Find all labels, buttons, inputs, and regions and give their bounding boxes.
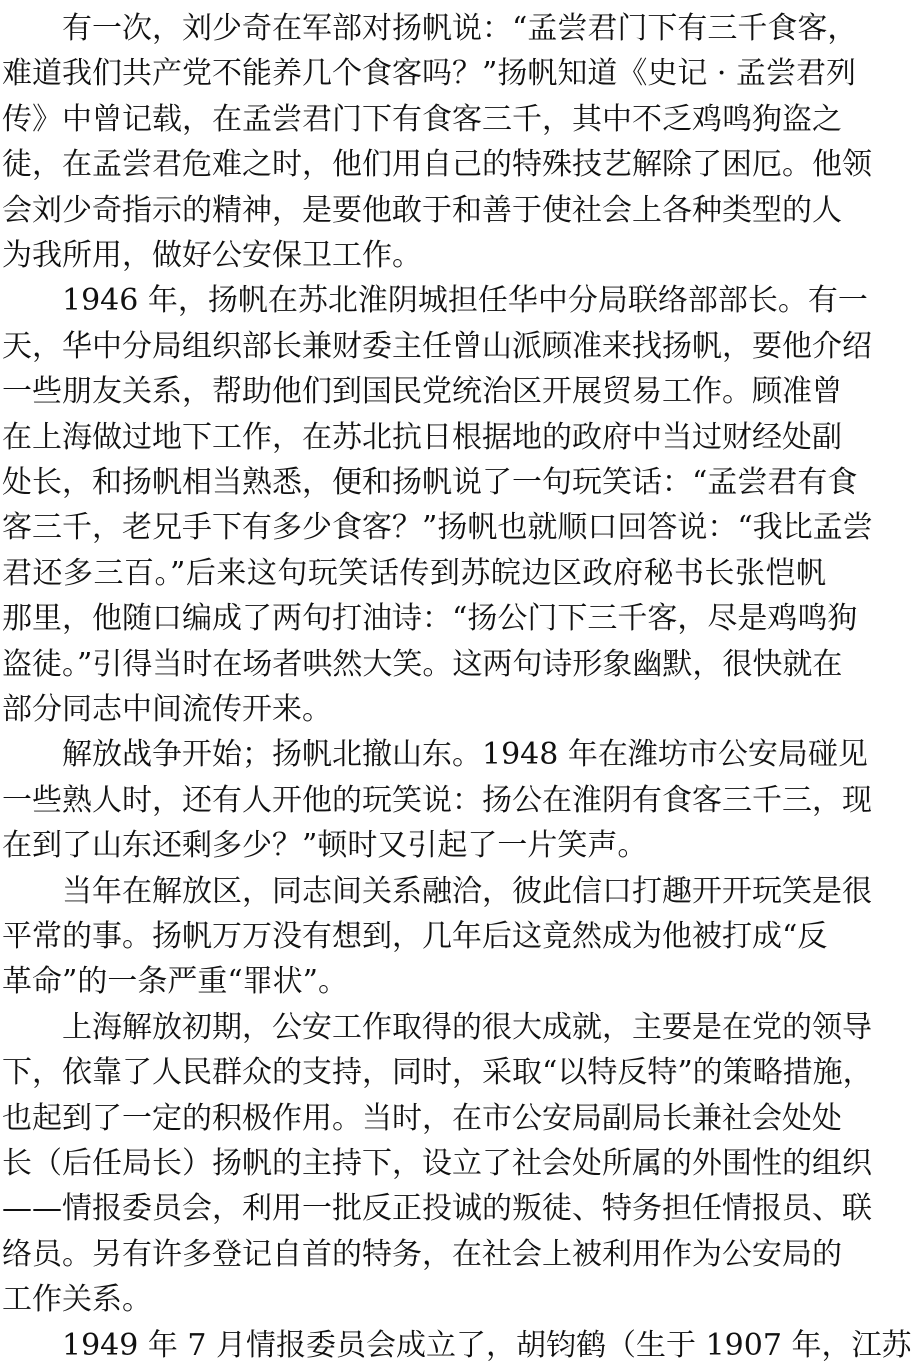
text-line: 有一次，刘少奇在军部对扬帆说：“孟尝君门下有三千食客， — [62, 11, 858, 46]
text-line: 络员。另有许多登记自首的特务，在社会上被利用作为公安局的 — [2, 1236, 842, 1272]
text-line: 一些朋友关系，帮助他们到国民党统治区开展贸易工作。顾准曾 — [2, 374, 842, 410]
text-line: 为我所用，做好公安保卫工作。 — [2, 238, 422, 273]
text-line: 一些熟人时，还有人开他的玩笑说：扬公在淮阴有食客三千三，现 — [2, 782, 872, 818]
text-line: 在到了山东还剩多少？”顿时又引起了一片笑声。 — [2, 828, 648, 864]
text-line: 会刘少奇指示的精神，是要他敢于和善于使社会上各种类型的人 — [2, 192, 842, 228]
text-line: 客三千，老兄手下有多少食客？”扬帆也就顺口回答说：“我比孟尝 — [2, 510, 873, 546]
text-line: 部分同志中间流传开来。 — [2, 692, 332, 727]
text-line: 徒，在孟尝君危难之时，他们用自己的特殊技艺解除了困厄。他领 — [2, 147, 872, 183]
text-line: 盗徒。”引得当时在场者哄然大笑。这两句诗形象幽默，很快就在 — [2, 646, 843, 682]
text-line: 难道我们共产党不能养几个食客吗？”扬帆知道《史记 · 孟尝君列 — [2, 56, 856, 92]
text-line: 1946 年，扬帆在苏北淮阴城担任华中分局联络部部长。有一 — [62, 283, 868, 319]
text-line: 长（后任局长）扬帆的主持下，设立了社会处所属的外围性的组织 — [2, 1146, 872, 1181]
text-line: ——情报委员会，利用一批反正投诚的叛徒、特务担任情报员、联 — [2, 1191, 872, 1227]
text-line: 解放战争开始；扬帆北撤山东。1948 年在潍坊市公安局碰见 — [62, 737, 868, 773]
text-line: 平常的事。扬帆万万没有想到，几年后这竟然成为他被打成“反 — [2, 919, 828, 954]
text-line: 君还多三百。”后来这句玩笑话传到苏皖边区政府秘书长张恺帆 — [2, 555, 826, 591]
text-line: 传》中曾记载，在孟尝君门下有食客三千，其中不乏鸡鸣狗盗之 — [2, 101, 842, 137]
text-line: 也起到了一定的积极作用。当时，在市公安局副局长兼社会处处 — [2, 1100, 842, 1136]
text-line: 上海解放初期，公安工作取得的很大成就，主要是在党的领导 — [62, 1009, 872, 1045]
text-line: 工作关系。 — [2, 1282, 152, 1318]
text-line: 当年在解放区，同志间关系融洽，彼此信口打趣开开玩笑是很 — [62, 873, 872, 909]
text-line: 1949 年 7 月情报委员会成立了，胡钧鹤（生于 1907 年，江苏 — [62, 1327, 911, 1363]
text-line: 下，依靠了人民群众的支持，同时，采取“以特反特”的策略措施， — [2, 1055, 873, 1091]
text-line: 那里，他随口编成了两句打油诗：“扬公门下三千客，尽是鸡鸣狗 — [2, 601, 858, 637]
text-line: 在上海做过地下工作，在苏北抗日根据地的政府中当过财经处副 — [2, 419, 842, 455]
text-line: 处长，和扬帆相当熟悉，便和扬帆说了一句玩笑话：“孟尝君有食 — [2, 465, 858, 500]
text-line: 革命”的一条严重“罪状”。 — [2, 964, 349, 1000]
text-line: 天，华中分局组织部长兼财委主任曾山派顾准来找扬帆，要他介绍 — [2, 328, 872, 364]
